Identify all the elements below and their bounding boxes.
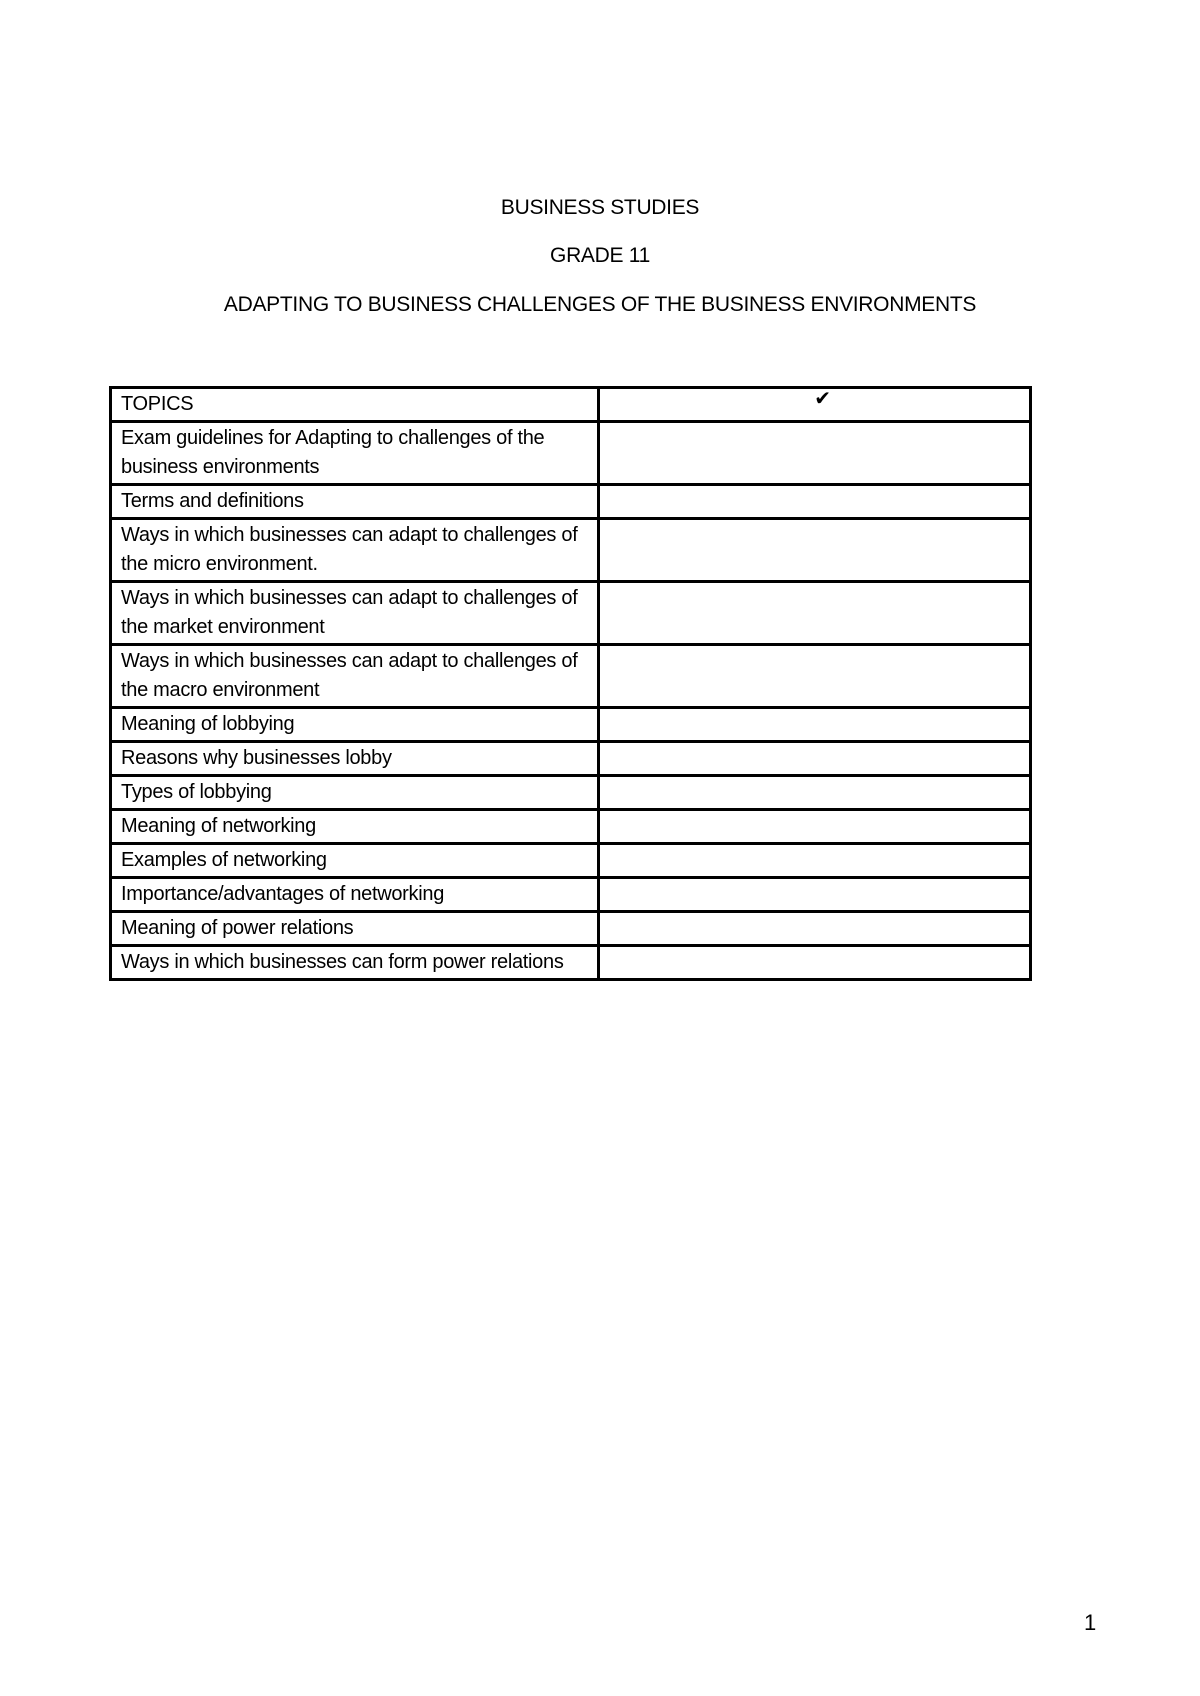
table-row bbox=[111, 776, 1031, 810]
table-row bbox=[111, 742, 1031, 776]
table-body bbox=[111, 388, 1031, 980]
topic-cell: Meaning of lobbying bbox=[111, 708, 599, 742]
topic-cell: Ways in which businesses can adapt to challenges of the macro environment bbox=[111, 645, 599, 708]
table-row bbox=[111, 645, 1031, 708]
topic-cell: Reasons why businesses lobby bbox=[111, 742, 599, 776]
check-mark-icon: ✔ bbox=[814, 386, 831, 410]
check-cell bbox=[599, 422, 1031, 485]
topic-cell: Terms and definitions bbox=[111, 485, 599, 519]
table-row bbox=[111, 485, 1031, 519]
topic-cell: Ways in which businesses can adapt to challenges of the micro environment. bbox=[111, 519, 599, 582]
table-row bbox=[111, 878, 1031, 912]
table-row bbox=[111, 946, 1031, 980]
table-row bbox=[111, 810, 1031, 844]
table-row bbox=[111, 844, 1031, 878]
check-cell bbox=[599, 878, 1031, 912]
topics-header-cell: TOPICS bbox=[111, 388, 599, 422]
check-cell bbox=[599, 844, 1031, 878]
grade-heading: GRADE 11 bbox=[550, 244, 650, 267]
table-row bbox=[111, 708, 1031, 742]
check-cell bbox=[599, 485, 1031, 519]
topic-cell: Meaning of networking bbox=[111, 810, 599, 844]
check-header-cell bbox=[599, 388, 1031, 422]
check-cell bbox=[599, 946, 1031, 980]
topic-heading: ADAPTING TO BUSINESS CHALLENGES OF THE BUSINESS ENVIRONMENTS bbox=[223, 293, 977, 316]
table-row bbox=[111, 422, 1031, 485]
check-cell bbox=[599, 912, 1031, 946]
subject-heading: BUSINESS STUDIES bbox=[500, 196, 700, 219]
topic-cell: Examples of networking bbox=[111, 844, 599, 878]
check-cell bbox=[599, 742, 1031, 776]
table-header-row bbox=[111, 388, 1031, 422]
check-cell bbox=[599, 810, 1031, 844]
table-row bbox=[111, 912, 1031, 946]
check-cell bbox=[599, 645, 1031, 708]
check-cell bbox=[599, 708, 1031, 742]
check-cell bbox=[599, 776, 1031, 810]
table-row bbox=[111, 582, 1031, 645]
topic-cell: Importance/advantages of networking bbox=[111, 878, 599, 912]
topic-cell: Ways in which businesses can adapt to challenges of the market environment bbox=[111, 582, 599, 645]
topic-cell: Types of lobbying bbox=[111, 776, 599, 810]
topics-checklist-table bbox=[109, 386, 1032, 981]
page-number: 1 bbox=[1084, 1610, 1097, 1635]
check-cell bbox=[599, 582, 1031, 645]
table-row bbox=[111, 519, 1031, 582]
topic-cell: Meaning of power relations bbox=[111, 912, 599, 946]
topic-cell: Ways in which businesses can form power relations bbox=[111, 946, 599, 980]
topic-cell: Exam guidelines for Adapting to challenges of the business environments bbox=[111, 422, 599, 485]
check-cell bbox=[599, 519, 1031, 582]
